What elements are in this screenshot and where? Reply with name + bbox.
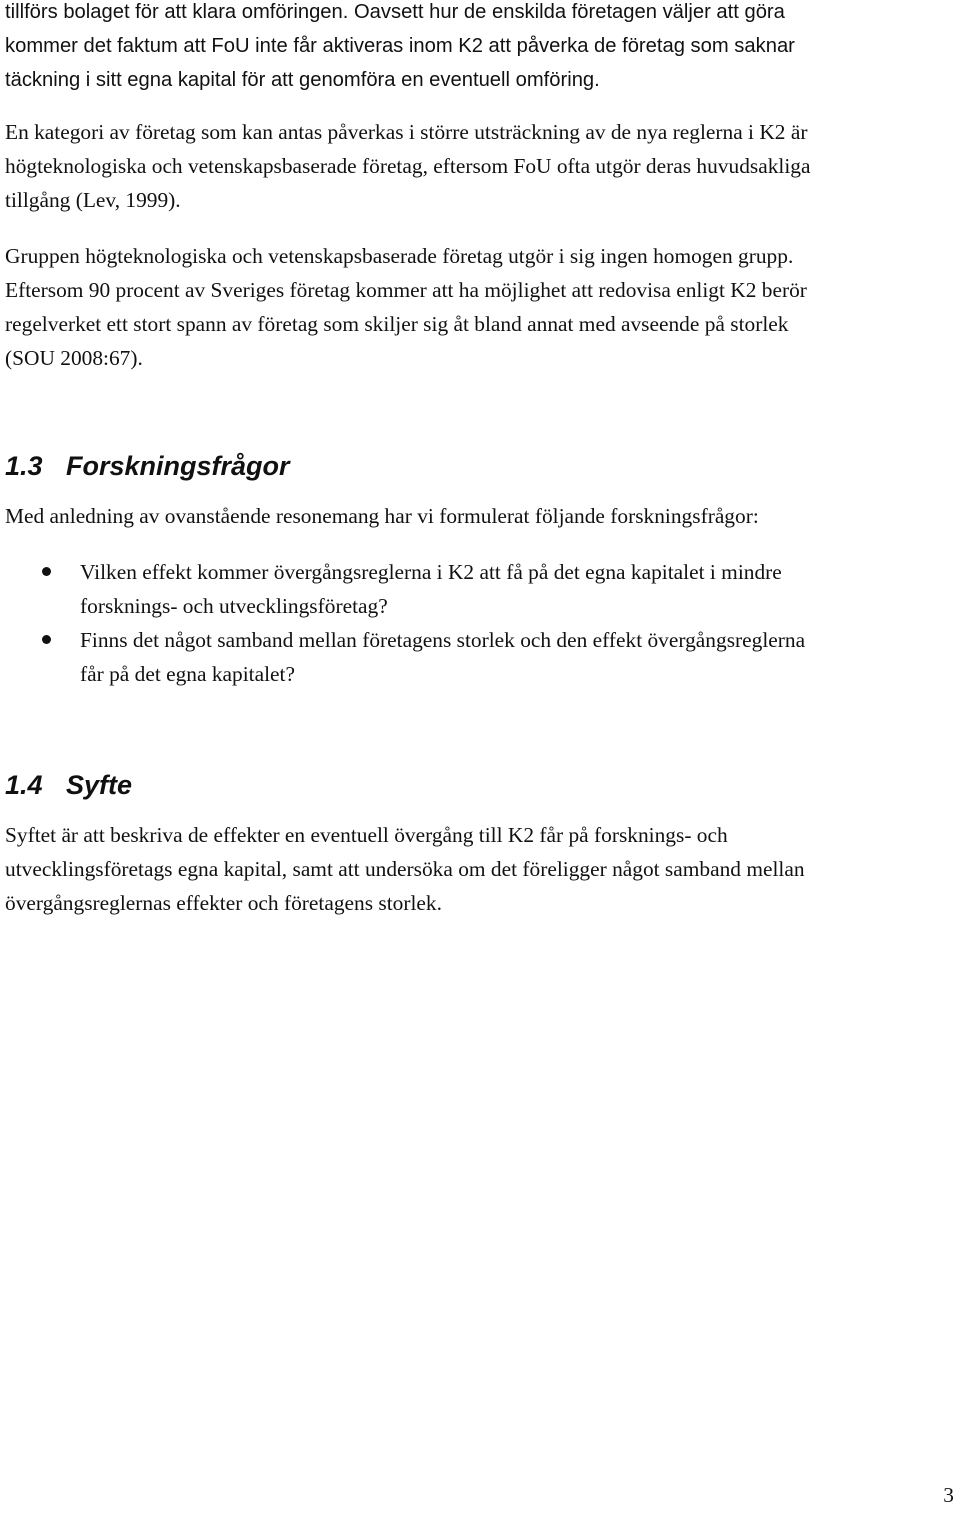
paragraph-group bbox=[5, 239, 957, 375]
text-line: (SOU 2008:67). bbox=[5, 346, 143, 370]
paragraph-questions-intro bbox=[5, 499, 957, 533]
list-item bbox=[0, 623, 960, 691]
text-line: får på det egna kapitalet? bbox=[80, 662, 295, 686]
paragraph-intro bbox=[5, 0, 957, 97]
text-line: tillgång (Lev, 1999). bbox=[5, 188, 181, 212]
section-title: Syfte bbox=[66, 770, 133, 800]
page-number: 3 bbox=[943, 1483, 954, 1507]
section-heading-research-questions bbox=[5, 449, 290, 483]
list-item bbox=[0, 555, 960, 623]
text-line: forsknings- och utvecklingsföretag? bbox=[80, 594, 388, 618]
text-line: Syftet är att beskriva de effekter en eventuell övergång till K2 får på forsknings- och bbox=[5, 823, 728, 847]
text-line: Gruppen högteknologiska och vetenskapsbaserade företag utgör i sig ingen homogen grupp. bbox=[5, 244, 794, 268]
text-line: regelverket ett stort spann av företag som skiljer sig åt bland annat med avseende på storlek bbox=[5, 312, 789, 336]
bullet-icon bbox=[42, 635, 51, 644]
bullet-icon bbox=[42, 567, 51, 576]
text-line: utvecklingsföretags egna kapital, samt att undersöka om det föreligger något samband mellan bbox=[5, 857, 805, 881]
text-line: Med anledning av ovanstående resonemang har vi formulerat följande forskningsfrågor: bbox=[5, 504, 759, 528]
text-line: tillförs bolaget för att klara omföringen. Oavsett hur de enskilda företagen väljer att göra bbox=[5, 1, 785, 23]
paragraph-purpose bbox=[5, 818, 957, 920]
text-line: Eftersom 90 procent av Sveriges företag kommer att ha möjlighet att redovisa enligt K2 berör bbox=[5, 278, 807, 302]
text-line: En kategori av företag som kan antas påverkas i större utsträckning av de nya reglerna i K2 är bbox=[5, 120, 808, 144]
section-title: Forskningsfrågor bbox=[66, 451, 290, 481]
text-line: täckning i sitt egna kapital för att genomföra en eventuell omföring. bbox=[5, 69, 600, 91]
text-line: kommer det faktum att FoU inte får aktiveras inom K2 att påverka de företag som saknar bbox=[5, 35, 795, 57]
section-heading-purpose bbox=[5, 768, 132, 802]
research-questions-list bbox=[0, 555, 960, 691]
section-number: 1.4 bbox=[5, 770, 43, 800]
section-number: 1.3 bbox=[5, 451, 43, 481]
text-line: högteknologiska och vetenskapsbaserade företag, eftersom FoU ofta utgör deras huvudsakliga bbox=[5, 154, 811, 178]
paragraph-high-tech bbox=[5, 115, 957, 217]
text-line: Vilken effekt kommer övergångsreglerna i K2 att få på det egna kapitalet i mindre bbox=[80, 560, 782, 584]
text-line: övergångsreglernas effekter och företagens storlek. bbox=[5, 891, 442, 915]
text-line: Finns det något samband mellan företagens storlek och den effekt övergångsreglerna bbox=[80, 628, 806, 652]
